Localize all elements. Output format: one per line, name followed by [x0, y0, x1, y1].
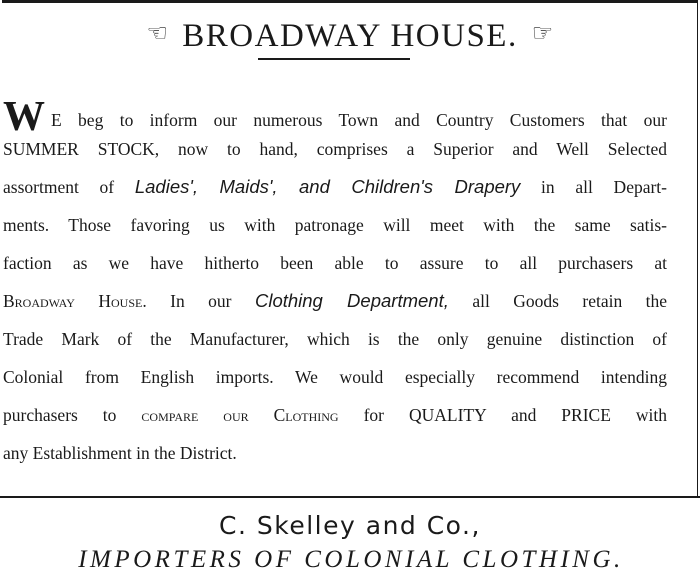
broadway-house-smallcaps: Broadway House. — [3, 291, 147, 311]
pointing-hand-icon: ☞ — [531, 19, 555, 47]
right-border-rule — [697, 0, 698, 496]
body-line-2: SUMMER STOCK, now to hand, comprises a Superior and Well Selected — [3, 139, 667, 159]
line-9-end: for QUALITY and PRICE with — [363, 405, 667, 425]
line-1-text: E beg to inform our numerous Town and Country Customers that our — [51, 110, 667, 130]
clothing-department-italic: Clothing Department, — [254, 290, 449, 311]
footer-divider-rule — [0, 496, 700, 498]
body-line-1 — [3, 92, 667, 140]
line-3-end: in all Depart- — [541, 177, 668, 197]
compare-clothing-smallcaps: compare our Clothing — [141, 405, 339, 425]
body-line-6 — [3, 282, 667, 320]
body-line-10: any Establishment in the District. — [3, 443, 237, 463]
advertisement-headline — [0, 18, 700, 55]
line-6-mid: In our — [170, 291, 232, 311]
body-line-8: Colonial from English imports. We would especially recommend intending — [3, 367, 667, 387]
body-line-3 — [3, 168, 667, 206]
drop-cap: W — [3, 94, 45, 140]
body-line-7: Trade Mark of the Manufacturer, which is the only genuine distinction of — [3, 329, 667, 349]
line-3-start: assortment of — [3, 177, 115, 197]
line-9-start: purchasers to — [3, 405, 117, 425]
headline-title: BROADWAY HOUSE. — [182, 18, 518, 54]
top-border-rule — [2, 0, 698, 3]
firm-name: C. Skelley and Co., — [219, 511, 481, 540]
firm-tagline: IMPORTERS OF COLONIAL CLOTHING. — [78, 546, 624, 573]
body-line-5: faction as we have hitherto been able to assure to all purchasers at — [3, 253, 667, 273]
headline-underline — [258, 58, 410, 60]
body-line-9 — [3, 396, 667, 434]
line-6-end: all Goods retain the — [472, 291, 668, 311]
drapery-italic: Ladies', Maids', and Children's Drapery — [134, 176, 521, 197]
advertisement-body — [3, 92, 667, 472]
body-line-4: ments. Those favoring us with patronage will meet with the same satis- — [3, 215, 667, 235]
pointing-hand-icon: ☞ — [145, 19, 169, 47]
